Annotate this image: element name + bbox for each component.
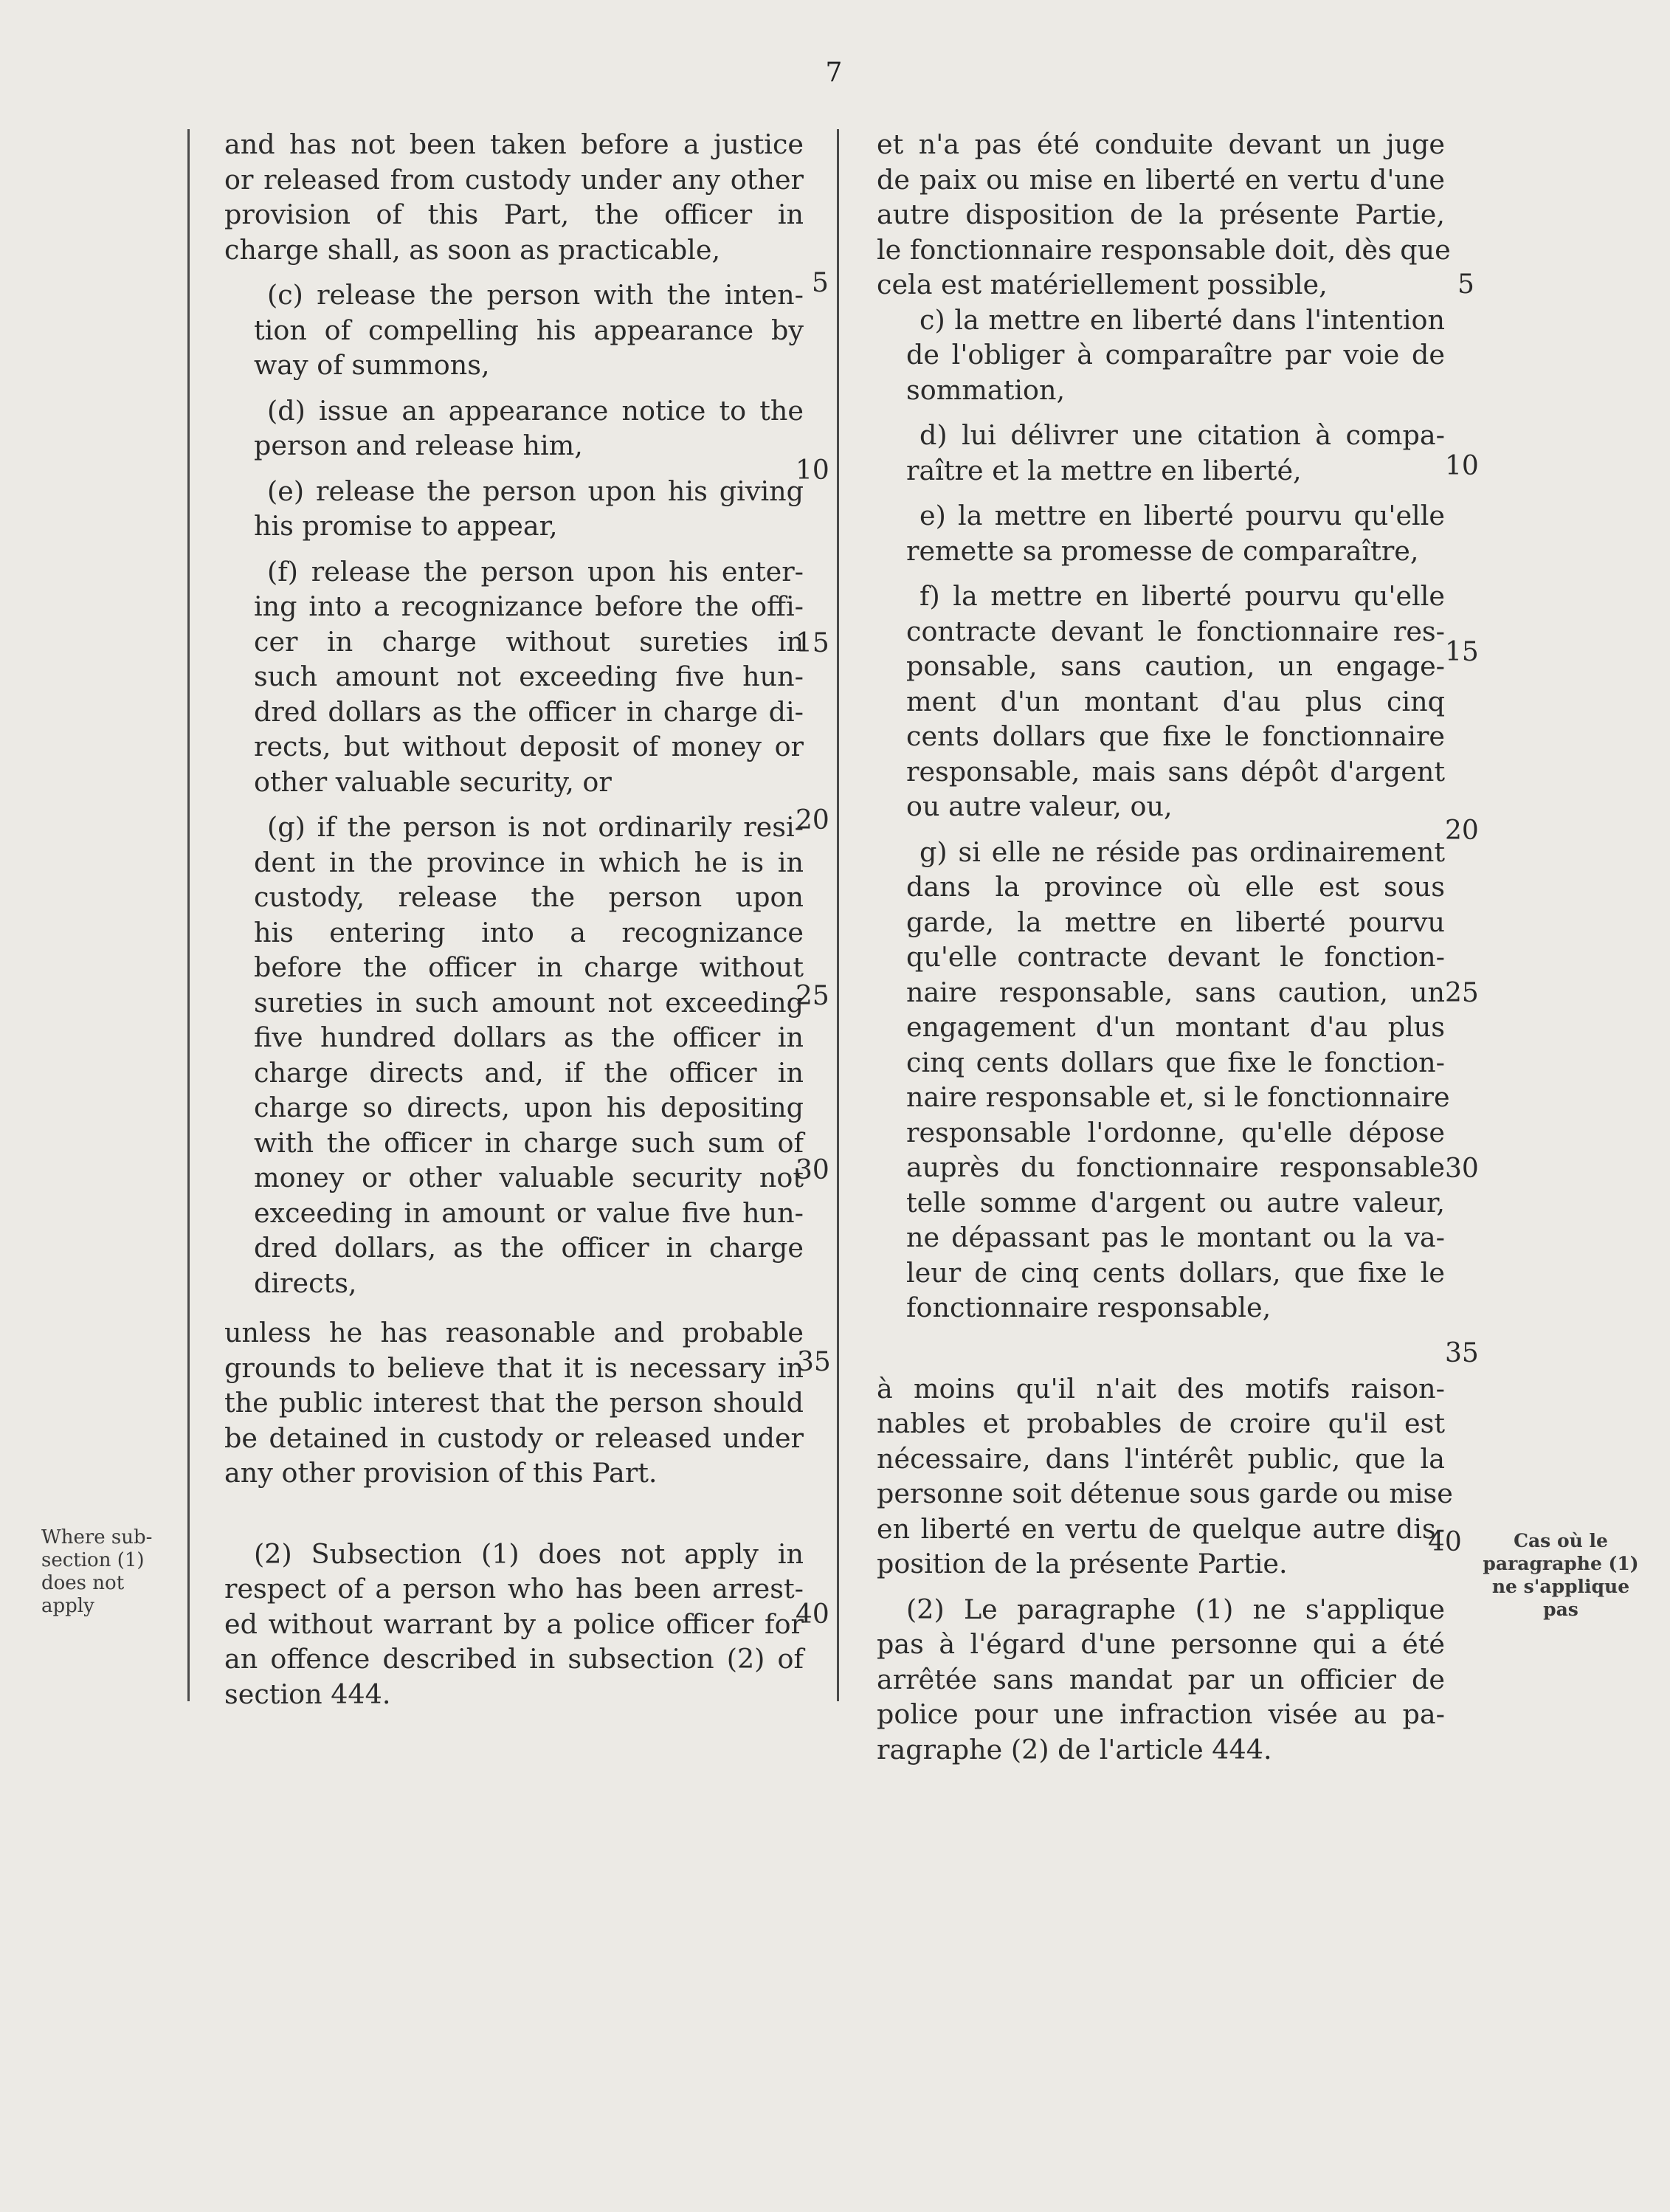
text-line: charge shall, as soon as practicable, xyxy=(224,233,721,266)
text-line: fonctionnaire responsable, xyxy=(906,1292,1272,1323)
text-line: cela est matériellement possible, xyxy=(877,269,1328,300)
column-rule-left xyxy=(187,129,190,1701)
french-column xyxy=(877,127,1453,1767)
text-line: e) la mettre en liberté pourvu qu'elle xyxy=(919,500,1445,531)
line-number: 35 xyxy=(797,1347,831,1377)
line-number: 25 xyxy=(796,981,829,1011)
line-number: 15 xyxy=(1445,637,1479,667)
text-line: de l'obliger à comparaître par voie de xyxy=(906,339,1445,371)
text-line: before the officer in charge without xyxy=(254,951,804,983)
marginal-note-french: Cas où le paragraphe (1) ne s'applique pas xyxy=(1483,1530,1639,1620)
text-line: ragraphe (2) de l'article 444. xyxy=(877,1733,1272,1765)
text-line: auprès du fonctionnaire responsable xyxy=(906,1151,1445,1183)
text-line: respect of a person who has been arrest- xyxy=(224,1573,804,1605)
text-line: engagement d'un montant d'au plus xyxy=(906,1011,1445,1043)
english-column xyxy=(224,127,804,1712)
text-line: de paix ou mise en liberté en vertu d'une xyxy=(877,163,1445,196)
marginal-note-english: Where sub-section (1) does not apply xyxy=(41,1526,153,1617)
text-line: cents dollars que fixe le fonctionnaire xyxy=(906,720,1445,752)
text-line: (g) if the person is not ordinarily resi- xyxy=(267,811,804,843)
text-line: f) la mettre en liberté pourvu qu'elle xyxy=(919,580,1445,612)
line-number: 20 xyxy=(1445,816,1479,846)
text-line: (f) release the person upon his enter- xyxy=(267,555,804,588)
text-line: section 444. xyxy=(224,1678,391,1710)
text-line: police pour une infraction visée au pa- xyxy=(877,1698,1445,1730)
text-line: an offence described in subsection (2) of xyxy=(224,1643,804,1675)
line-number: 30 xyxy=(1445,1154,1479,1184)
text-line: charge so directs, upon his depositing xyxy=(254,1092,804,1123)
text-line: autre disposition de la présente Partie, xyxy=(877,199,1445,230)
text-line: ne dépassant pas le montant ou la va- xyxy=(906,1222,1445,1253)
text-line: telle somme d'argent ou autre valeur, xyxy=(906,1186,1445,1219)
text-line: other valuable security, or xyxy=(254,765,612,798)
text-line: (2) Subsection (1) does not apply in xyxy=(254,1537,804,1570)
text-line: arrêtée sans mandat par un officier de xyxy=(877,1663,1445,1695)
text-line: qu'elle contracte devant le fonction- xyxy=(906,941,1445,973)
text-line: (d) issue an appearance notice to the xyxy=(267,394,804,427)
text-line: g) si elle ne réside pas ordinairement xyxy=(919,835,1445,868)
text-line: personne soit détenue sous garde ou mise xyxy=(877,1478,1453,1509)
line-number: 40 xyxy=(1428,1527,1462,1557)
text-line: ing into a recognizance before the offi- xyxy=(254,590,804,622)
text-line: dent in the province in which he is in xyxy=(254,846,804,878)
text-line: directs, xyxy=(254,1267,357,1299)
text-line: remette sa promesse de comparaître, xyxy=(906,534,1419,567)
text-line: leur de cinq cents dollars, que fixe le xyxy=(906,1256,1445,1289)
text-line: dred dollars as the officer in charge di- xyxy=(254,695,804,728)
text-line: grounds to believe that it is necessary in xyxy=(224,1351,804,1384)
line-number: 25 xyxy=(1445,978,1479,1008)
text-line: with the officer in charge such sum of xyxy=(254,1126,804,1159)
text-line: pas à l'égard d'une personne qui a été xyxy=(877,1628,1445,1660)
text-line: (2) Le paragraphe (1) ne s'applique xyxy=(906,1593,1445,1625)
text-line: sureties in such amount not exceeding xyxy=(254,986,804,1019)
text-line: c) la mettre en liberté dans l'intention xyxy=(919,303,1445,336)
text-line: any other provision of this Part. xyxy=(224,1457,658,1489)
page-number: 7 xyxy=(825,58,843,88)
text-line: unless he has reasonable and probable xyxy=(224,1317,804,1348)
text-line: rects, but without deposit of money or xyxy=(254,731,804,762)
text-line: cinq cents dollars que fixe le fonction- xyxy=(906,1046,1445,1078)
text-line: ed without warrant by a police officer for xyxy=(224,1608,804,1640)
text-line: nables et probables de croire qu'il est xyxy=(877,1408,1445,1439)
text-line: en liberté en vertu de quelque autre dis- xyxy=(877,1512,1445,1545)
text-line: dans la province où elle est sous xyxy=(906,871,1445,903)
text-line: exceeding in amount or value five hun- xyxy=(254,1196,804,1229)
text-line: garde, la mettre en liberté pourvu xyxy=(906,906,1445,938)
text-line: five hundred dollars as the officer in xyxy=(254,1021,804,1053)
text-line: (c) release the person with the inten- xyxy=(267,279,804,311)
line-number: 35 xyxy=(1445,1338,1479,1368)
text-line: et n'a pas été conduite devant un juge xyxy=(877,128,1445,160)
text-line: charge directs and, if the officer in xyxy=(254,1056,804,1089)
text-line: dred dollars, as the officer in charge xyxy=(254,1232,804,1264)
text-line: naire responsable, sans caution, un xyxy=(906,976,1445,1008)
text-line: d) lui délivrer une citation à compa- xyxy=(919,419,1445,451)
text-line: his entering into a recognizance xyxy=(254,916,804,948)
text-line: be detained in custody or released under xyxy=(224,1422,804,1454)
text-line: such amount not exceeding five hun- xyxy=(254,661,804,692)
text-line: le fonctionnaire responsable doit, dès que xyxy=(877,233,1451,266)
line-number: 15 xyxy=(796,628,829,658)
text-line: way of summons, xyxy=(254,349,490,381)
line-number: 20 xyxy=(796,805,829,835)
line-number: 10 xyxy=(796,455,829,486)
text-line: ou autre valeur, ou, xyxy=(906,790,1173,822)
column-rule-middle xyxy=(837,129,839,1701)
text-line: sommation, xyxy=(906,373,1066,406)
text-line: or released from custody under any other xyxy=(224,163,804,196)
text-line: à moins qu'il n'ait des motifs raison- xyxy=(877,1372,1445,1405)
text-line: responsable, mais sans dépôt d'argent xyxy=(906,755,1445,788)
line-number: 5 xyxy=(1457,269,1474,300)
line-number: 30 xyxy=(796,1155,829,1185)
text-line: ponsable, sans caution, un engage- xyxy=(906,650,1445,682)
text-line: raître et la mettre en liberté, xyxy=(906,454,1302,486)
text-line: money or other valuable security not xyxy=(254,1162,804,1193)
text-line: (e) release the person upon his giving xyxy=(267,475,804,507)
text-line: and has not been taken before a justice xyxy=(224,128,804,160)
text-line: contracte devant le fonctionnaire res- xyxy=(906,615,1445,647)
text-line: responsable l'ordonne, qu'elle dépose xyxy=(906,1116,1445,1148)
text-line: the public interest that the person should xyxy=(224,1387,804,1419)
text-line: nécessaire, dans l'intérêt public, que la xyxy=(877,1442,1445,1475)
text-line: tion of compelling his appearance by xyxy=(254,314,804,346)
text-line: person and release him, xyxy=(254,430,583,461)
text-line: naire responsable et, si le fonctionnaire xyxy=(906,1081,1450,1113)
text-line: provision of this Part, the officer in xyxy=(224,199,804,230)
text-line: position de la présente Partie. xyxy=(877,1548,1288,1579)
text-line: custody, release the person upon xyxy=(254,881,804,913)
text-line: his promise to appear, xyxy=(254,510,558,542)
text-line: cer in charge without sureties in xyxy=(254,625,804,658)
line-number: 10 xyxy=(1445,451,1479,481)
line-number: 40 xyxy=(796,1599,829,1630)
text-line: ment d'un montant d'au plus cinq xyxy=(906,685,1445,717)
line-number: 5 xyxy=(812,268,829,298)
